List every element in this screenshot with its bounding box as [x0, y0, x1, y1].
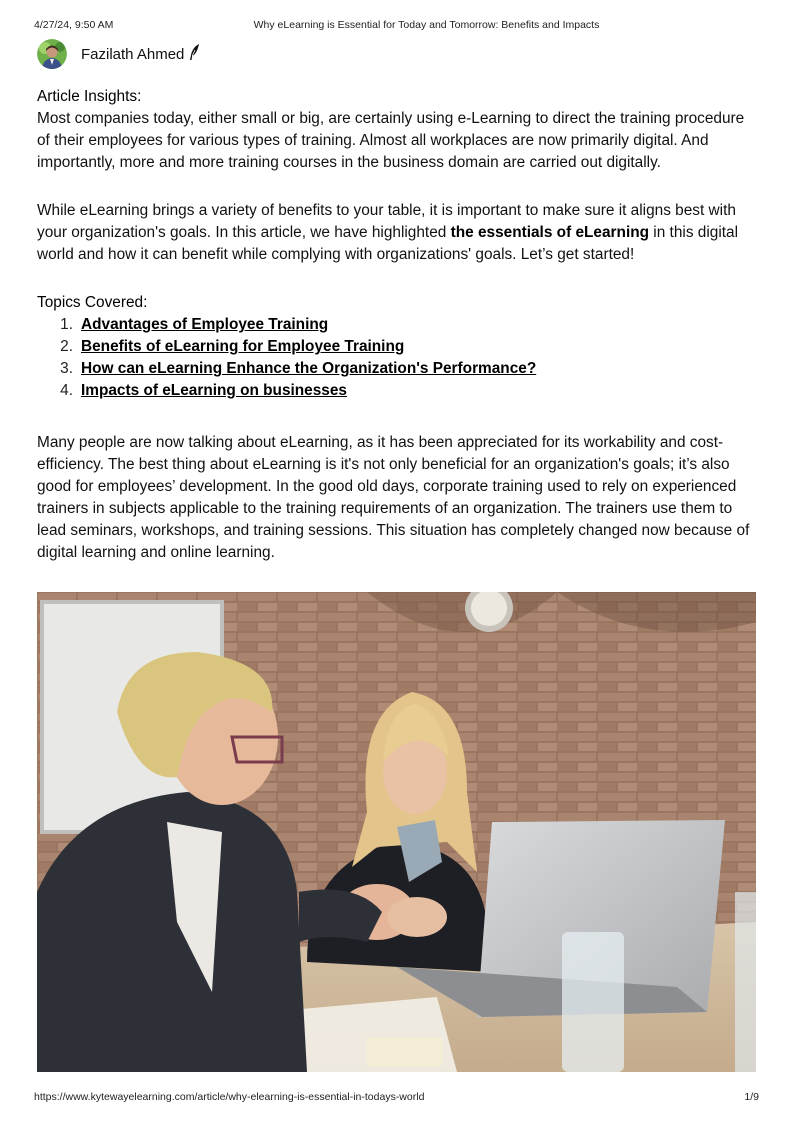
intro-text-end: in this digital world and how it can benefit while complying with organizations' goals. Let’s get started!	[37, 224, 739, 263]
topic-link-performance[interactable]: How can eLearning Enhance the Organization's Performance?	[81, 360, 537, 377]
avatar[interactable]	[37, 39, 67, 69]
intro-text-start: While eLearning brings a variety of benefits to your table, it is important to make sure it aligns best with your organization's goals. In this article, we have highlighted	[37, 202, 736, 241]
body-paragraph: Many people are now talking about eLearning, as it has been appreciated for its workability and cost-efficiency. The best thing about eLearning is it's not only beneficial for an organization's goals; it’s also good for employees’ development. In the good old days, corporate training used to rely on experienced trainers in subjects applicable to the training requirements of an organization. The trainers use them to lead seminars, workshops, and training sessions. This situation has completely changed now because of digital learning and online learning.	[37, 434, 750, 561]
print-datetime: 4/27/24, 9:50 AM	[34, 19, 114, 31]
list-number: 1.	[60, 316, 73, 333]
list-number: 4.	[60, 382, 73, 399]
list-item	[37, 358, 759, 380]
list-item	[37, 314, 759, 336]
print-footer	[34, 1091, 759, 1105]
page-url: https://www.kytewayelearning.com/article/why-elearning-is-essential-in-todays-world	[34, 1091, 425, 1103]
list-item	[37, 336, 759, 358]
list-number: 2.	[60, 338, 73, 355]
topics-heading: Topics Covered:	[37, 294, 148, 311]
topic-link-benefits[interactable]: Benefits of eLearning for Employee Training	[81, 338, 405, 355]
print-title: Why eLearning is Essential for Today and Tomorrow: Benefits and Impacts	[253, 19, 600, 31]
list-number: 3.	[60, 360, 73, 377]
author-name[interactable]: Fazilath Ahmed	[81, 45, 185, 63]
intro-emphasis: the essentials of eLearning	[450, 224, 650, 241]
insights-paragraph: Most companies today, either small or big, are certainly using e-Learning to direct the training procedure of their employees for various types of training. Almost all workplaces are now primarily digital. And importantly, more and more training courses in the business domain are carried out digitally.	[37, 110, 745, 171]
topics-list	[37, 314, 759, 402]
page-number: 1/9	[744, 1091, 759, 1103]
article-image	[37, 592, 756, 1072]
topic-link-impacts[interactable]: Impacts of eLearning on businesses	[81, 382, 347, 399]
topic-link-advantages[interactable]: Advantages of Employee Training	[81, 316, 329, 333]
print-header	[34, 19, 759, 33]
author-byline	[37, 40, 200, 68]
list-item	[37, 380, 759, 402]
article-body	[37, 86, 759, 564]
intro-paragraph	[37, 200, 759, 266]
quill-icon	[189, 44, 200, 65]
insights-heading: Article Insights:	[37, 88, 142, 105]
